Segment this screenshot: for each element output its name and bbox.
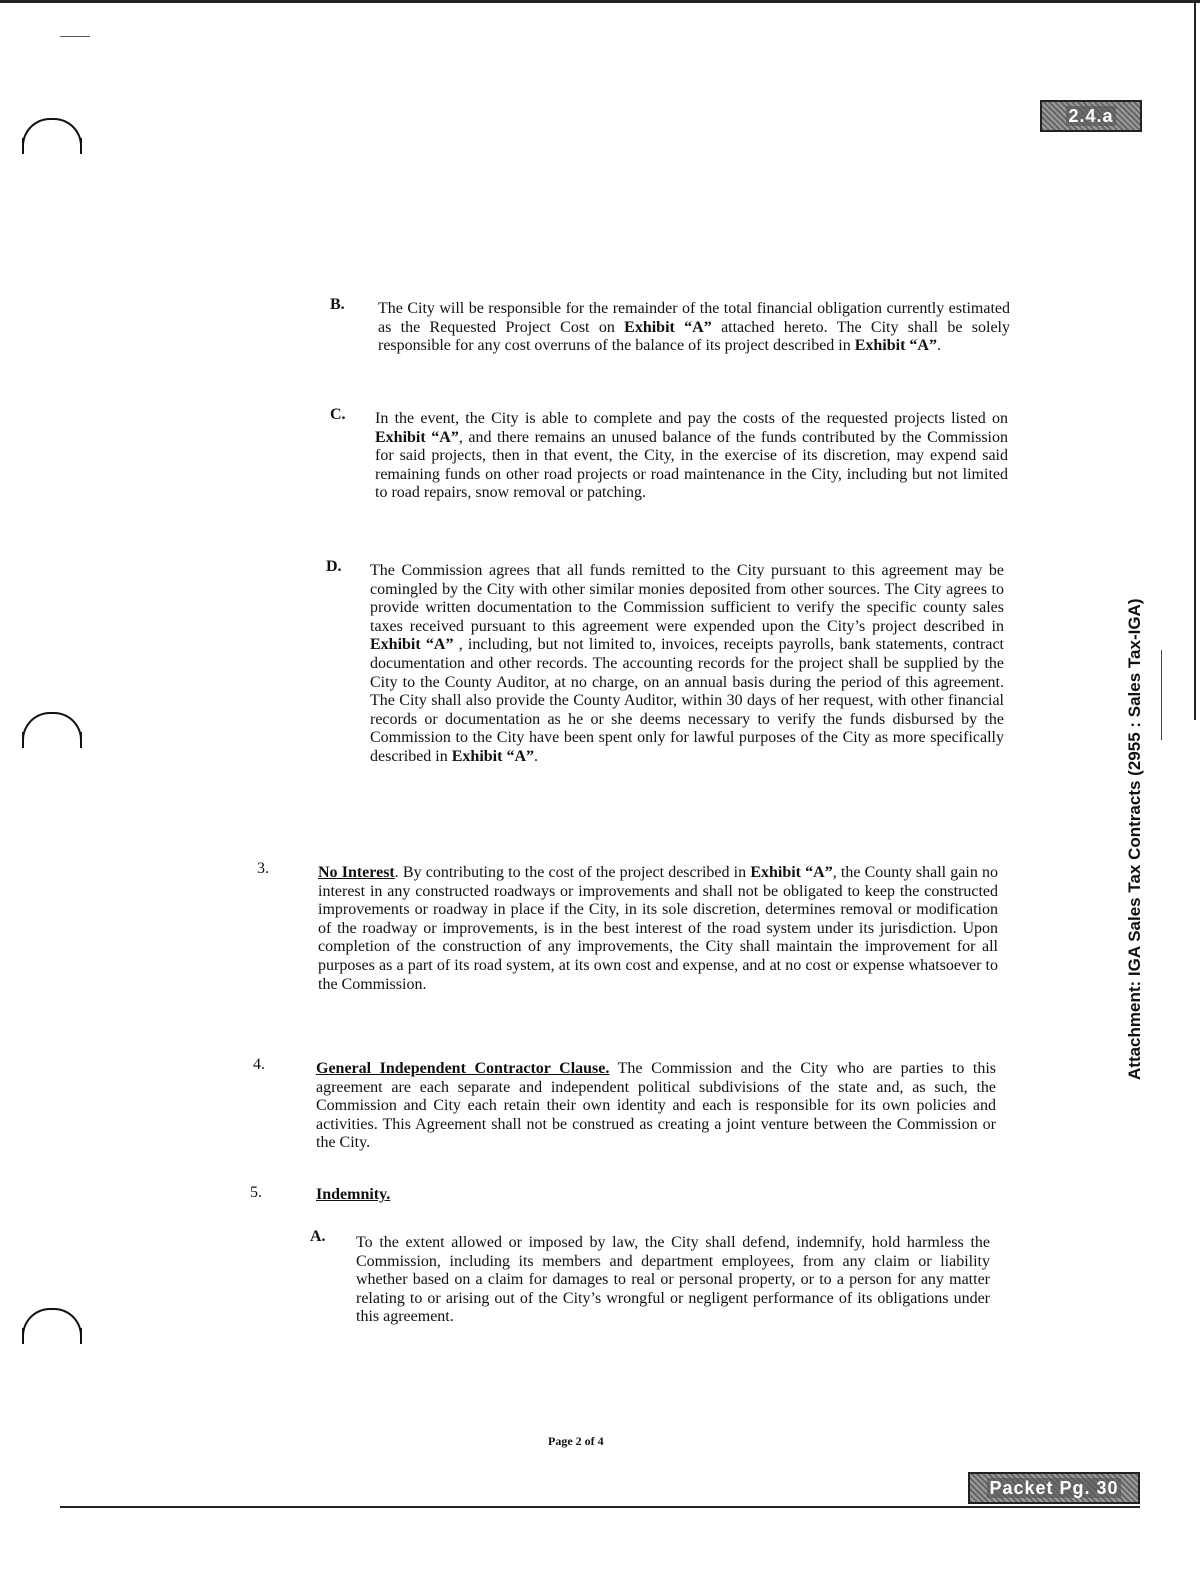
section-d-paragraph — [370, 562, 1004, 767]
agenda-item-stamp — [1040, 100, 1142, 132]
section-4-number: 4. — [253, 1056, 265, 1073]
packet-page-label: Packet Pg. 30 — [989, 1478, 1119, 1498]
packet-page-stamp — [968, 1472, 1140, 1504]
punch-hole-middle — [22, 712, 82, 748]
section-4-heading: General Independent Contractor Clause. — [316, 1060, 610, 1077]
section-c-text-2: , and there remains an unused balance of the funds contributed by the Commission for said projects, then in that event, the City, in the exercise of its discretion, may expend said remaining funds on other road projects or road maintenance in the City, including but not limited to road repairs, snow removal or patching. — [375, 428, 1008, 502]
scan-mark — [1161, 650, 1162, 740]
punch-hole-top — [22, 118, 82, 154]
section-4-text-1: The Commission and the City who are parties to this agreement are each separate and independent political subdivisions of the state and, as such, the Commission and City each retain their own identity and each is responsible for its own policies and activities. This Agreement shall not be construed as creating a joint venture between the Commission or the City. — [316, 1060, 997, 1152]
section-5-heading: Indemnity. — [316, 1186, 391, 1203]
section-b-exhibit-2: Exhibit “A” — [854, 337, 937, 355]
section-c-text-1: In the event, the City is able to complete and pay the costs of the requested projects listed on — [375, 410, 1008, 427]
section-3-text-2: , the County shall gain no interest in any constructed roadways or improvements and shall not be obligated to keep the constructed improvements or roadway in place if the City, in its sole discretion, determines removal or modification of the roadway or improvements, is in the best interest of the road system under its jurisdiction. Upon completion of the construction of any improvements, the City shall maintain the improvement for all purposes as a part of its road system, at its own cost and expense, and at no cost or expense whatsoever to the Commission. — [318, 864, 999, 993]
section-5a-letter: A. — [310, 1228, 326, 1245]
scan-top-edge — [0, 0, 1200, 3]
bottom-rule — [60, 1506, 1140, 1508]
section-3-exhibit-1: Exhibit “A” — [750, 864, 833, 881]
section-c-letter: C. — [330, 406, 346, 423]
section-3-number: 3. — [257, 860, 269, 877]
section-c-paragraph — [375, 410, 1008, 503]
section-b-text-1: The City will be responsible for the remainder of the total financial obligation currently estimated as the Requested Project Cost on — [378, 300, 1010, 336]
punch-hole-bottom — [22, 1308, 82, 1344]
scan-right-edge — [1194, 0, 1196, 720]
section-b-exhibit-1: Exhibit “A” — [624, 318, 712, 336]
section-5-paragraph — [316, 1186, 616, 1205]
section-5-number: 5. — [250, 1184, 262, 1201]
scan-speck — [60, 36, 90, 37]
page-number: Page 2 of 4 — [548, 1434, 604, 1448]
section-b-text-3: . — [936, 337, 941, 355]
section-d-text-2: , including, but not limited to, invoices, receipts payrolls, bank statements, contract documentation and other records. The accounting records for the project shall be supplied by the City to the County Auditor, at no charge, on an annual basis during the period of this agreement. The City shall also provide the County Auditor, within 30 days of her request, with other financial records or documentation as he or she deems necessary to verify the funds disbursed by the Commission to the City have been spent only for lawful purposes of the City as more specifically described in — [370, 636, 1004, 765]
section-b-text-2: attached hereto. The City shall be solely responsible for any cost overruns of the balance of its project described in — [378, 318, 1010, 355]
section-3-text-1: . By contributing to the cost of the project described in — [394, 864, 751, 881]
section-d-text-3: . — [534, 747, 538, 765]
section-c-exhibit-1: Exhibit “A” — [375, 428, 459, 446]
attachment-side-label: Attachment: IGA Sales Tax Contracts (2955 : Sales Tax-IGA) — [1125, 598, 1144, 1080]
agenda-item-label: 2.4.a — [1068, 106, 1114, 126]
section-d-letter: D. — [326, 558, 342, 575]
section-3-paragraph — [318, 864, 998, 994]
section-5a-text-1: To the extent allowed or imposed by law, the City shall defend, indemnify, hold harmless the Commission, including its members and department employees, from any claim or liability whether based on a claim for damages to real or personal property, or to a person for any matter relating to or arising out of the City’s wrongful or negligent performance of its obligations under this agreement. — [356, 1234, 990, 1326]
section-4-paragraph — [316, 1060, 996, 1153]
section-3-heading: No Interest — [318, 864, 395, 881]
section-d-text-1: The Commission agrees that all funds remitted to the City pursuant to this agreement may be comingled by the City with other similar monies deposited from other sources. The City agrees to provide written documentation to the Commission sufficient to verify the specific county sales taxes received pursuant to this agreement were expended upon the City’s project described in — [370, 562, 1004, 635]
section-b-letter: B. — [330, 296, 345, 313]
section-d-exhibit-1: Exhibit “A” — [370, 636, 454, 654]
section-5a-paragraph — [356, 1234, 990, 1327]
section-d-exhibit-2: Exhibit “A” — [451, 747, 534, 765]
section-b-paragraph — [378, 300, 1010, 356]
